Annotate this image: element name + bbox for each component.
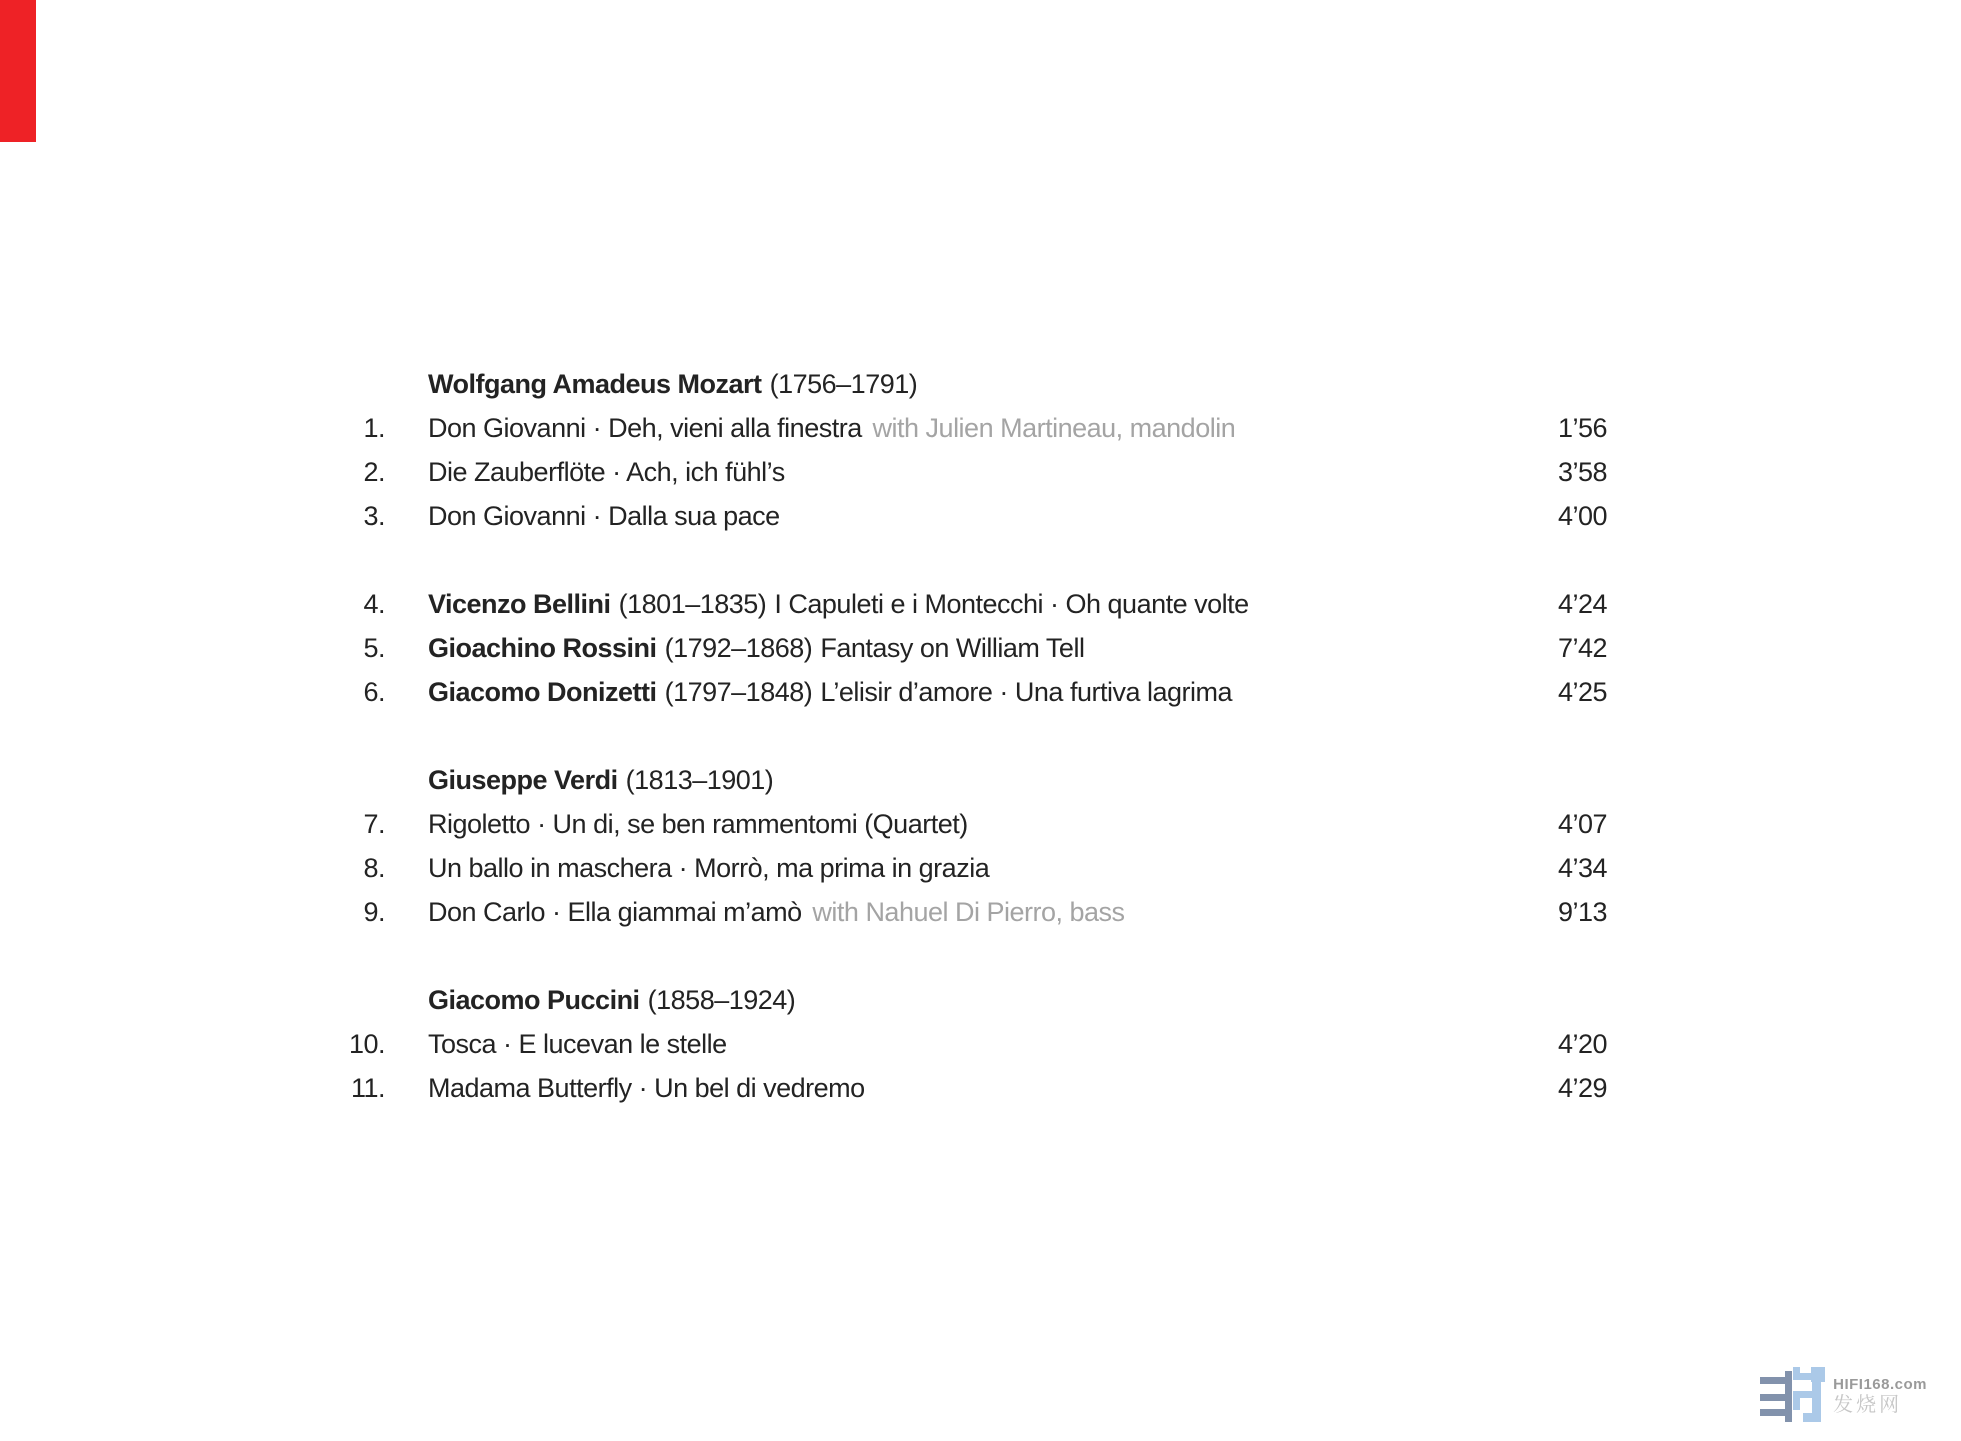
track-guest: with Nahuel Di Pierro, bass bbox=[812, 897, 1125, 927]
track-title: Don Giovanni · Dalla sua pace bbox=[428, 501, 780, 531]
composer-years: (1801–1835) bbox=[618, 589, 767, 619]
track-title: Un ballo in maschera · Morrò, ma prima in grazia bbox=[428, 853, 990, 883]
track-row bbox=[322, 670, 1607, 714]
track-duration: 4’00 bbox=[1557, 501, 1607, 531]
track-number: 7. bbox=[363, 809, 385, 839]
composer-name: Vicenzo Bellini bbox=[428, 589, 611, 619]
track-number: 6. bbox=[363, 677, 385, 707]
red-edge-marker bbox=[0, 0, 36, 142]
track-guest: with Julien Martineau, mandolin bbox=[872, 413, 1236, 443]
track-row bbox=[322, 582, 1607, 626]
composer-years: (1756–1791) bbox=[769, 369, 918, 399]
track-number: 10. bbox=[348, 1029, 385, 1059]
composer-years: (1813–1901) bbox=[625, 765, 774, 795]
track-duration: 3’58 bbox=[1557, 457, 1607, 487]
track-number: 8. bbox=[363, 853, 385, 883]
group-gap bbox=[322, 934, 1607, 978]
track-number: 3. bbox=[363, 501, 385, 531]
track-duration: 4’29 bbox=[1557, 1073, 1607, 1103]
composer-name: Gioachino Rossini bbox=[428, 633, 657, 663]
track-duration: 9’13 bbox=[1557, 897, 1607, 927]
track-title: Madama Butterfly · Un bel di vedremo bbox=[428, 1073, 865, 1103]
track-number: 9. bbox=[363, 897, 385, 927]
track-duration: 4’07 bbox=[1557, 809, 1607, 839]
watermark-site-cn-text: 发烧网 bbox=[1833, 1392, 1903, 1416]
hifi168-logo-icon bbox=[1760, 1367, 1826, 1425]
track-row bbox=[322, 890, 1607, 934]
track-number: 4. bbox=[363, 589, 385, 619]
track-duration: 1’56 bbox=[1557, 413, 1607, 443]
track-row bbox=[322, 406, 1607, 450]
watermark bbox=[1760, 1367, 1927, 1425]
track-title: Tosca · E lucevan le stelle bbox=[428, 1029, 727, 1059]
track-title: Rigoletto · Un di, se ben rammentomi (Quartet) bbox=[428, 809, 968, 839]
track-title: Don Giovanni · Deh, vieni alla finestra bbox=[428, 413, 862, 443]
composer-years: (1858–1924) bbox=[647, 985, 796, 1015]
track-title: L’elisir d’amore · Una furtiva lagrima bbox=[820, 677, 1232, 707]
composer-heading bbox=[322, 362, 1607, 406]
composer-years: (1797–1848) bbox=[664, 677, 813, 707]
composer-name: Wolfgang Amadeus Mozart bbox=[428, 369, 762, 399]
track-number: 2. bbox=[363, 457, 385, 487]
track-duration: 4’20 bbox=[1557, 1029, 1607, 1059]
track-number: 11. bbox=[350, 1073, 385, 1103]
track-title: Fantasy on William Tell bbox=[820, 633, 1085, 663]
track-duration: 7’42 bbox=[1557, 633, 1607, 663]
tracklist bbox=[322, 362, 1607, 1110]
track-row bbox=[322, 1066, 1607, 1110]
track-row bbox=[322, 450, 1607, 494]
track-row bbox=[322, 494, 1607, 538]
composer-name: Giuseppe Verdi bbox=[428, 765, 618, 795]
composer-name: Giacomo Puccini bbox=[428, 985, 640, 1015]
track-duration: 4’34 bbox=[1557, 853, 1607, 883]
track-number: 1. bbox=[363, 413, 385, 443]
track-row bbox=[322, 1022, 1607, 1066]
track-duration: 4’24 bbox=[1557, 589, 1607, 619]
track-number: 5. bbox=[363, 633, 385, 663]
watermark-site-text: HIFI168.com bbox=[1833, 1376, 1927, 1393]
group-gap bbox=[322, 714, 1607, 758]
group-gap bbox=[322, 538, 1607, 582]
composer-heading bbox=[322, 978, 1607, 1022]
composer-years: (1792–1868) bbox=[664, 633, 813, 663]
track-title: Don Carlo · Ella giammai m’amò bbox=[428, 897, 802, 927]
track-title: Die Zauberflöte · Ach, ich fühl’s bbox=[428, 457, 785, 487]
track-row bbox=[322, 846, 1607, 890]
track-row bbox=[322, 626, 1607, 670]
track-row bbox=[322, 802, 1607, 846]
composer-heading bbox=[322, 758, 1607, 802]
track-duration: 4’25 bbox=[1557, 677, 1607, 707]
composer-name: Giacomo Donizetti bbox=[428, 677, 657, 707]
track-title: I Capuleti e i Montecchi · Oh quante volte bbox=[774, 589, 1249, 619]
